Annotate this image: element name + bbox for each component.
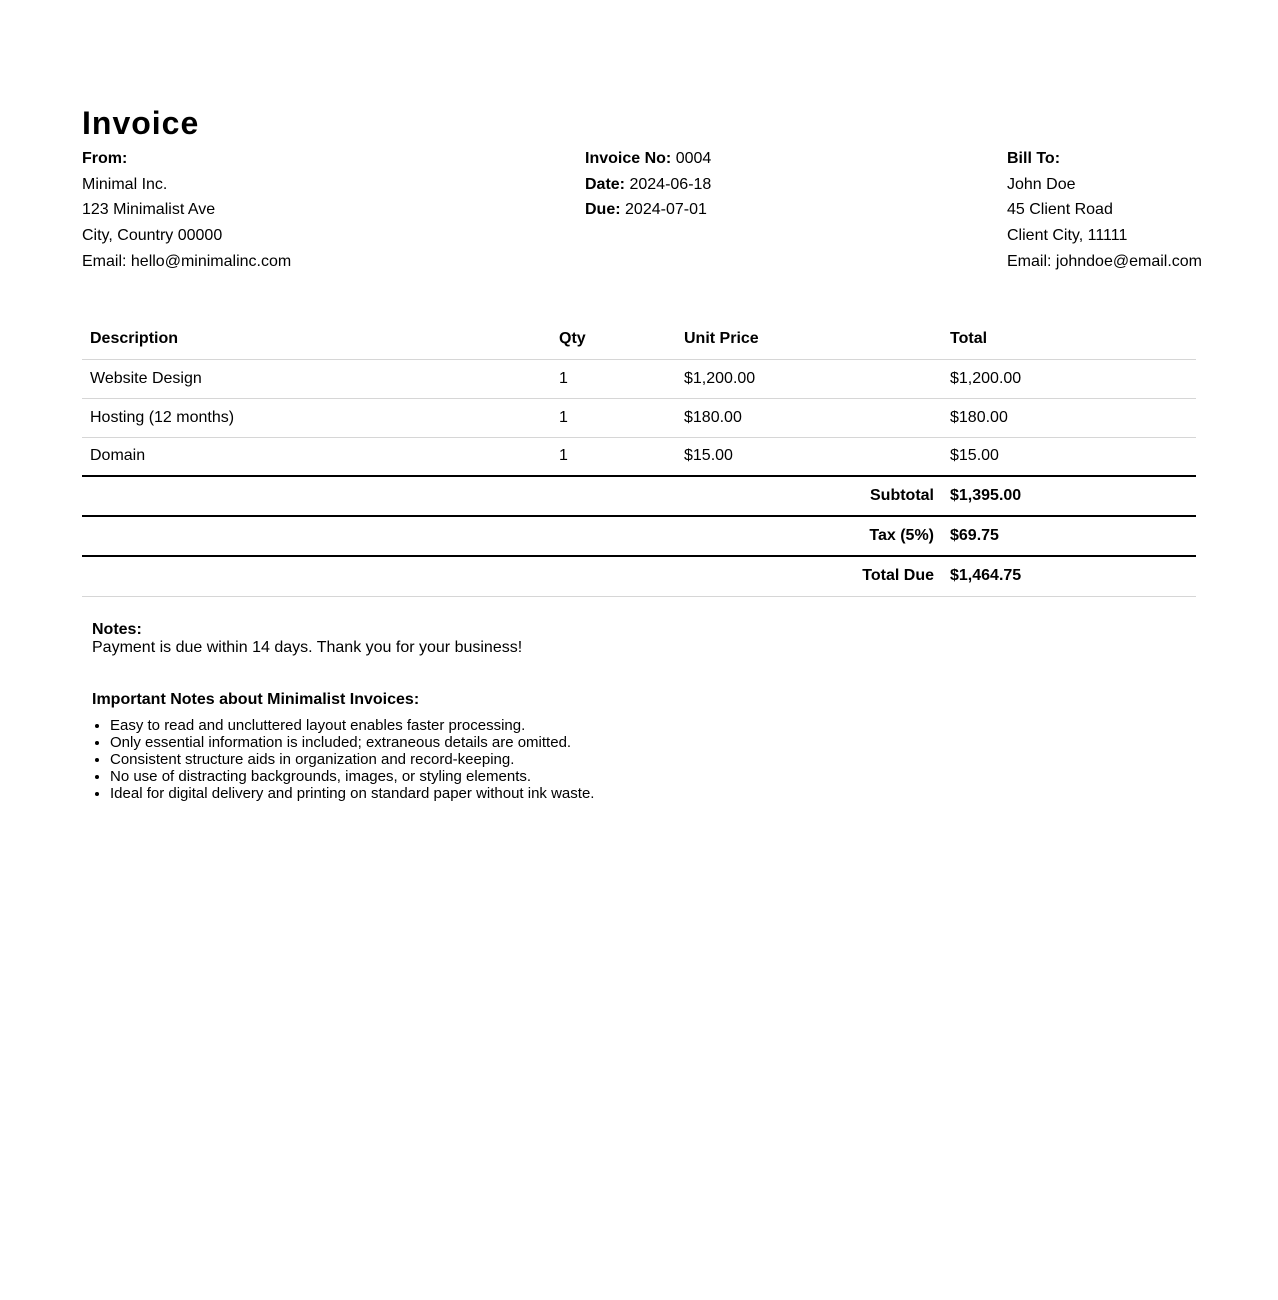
tax-row	[82, 516, 1196, 556]
invoice-number-line	[585, 146, 711, 172]
invoice-number-label: Invoice No:	[585, 150, 672, 167]
list-item: • Consistent structure aids in organization and record-keeping.	[110, 751, 594, 768]
list-item: • No use of distracting backgrounds, images, or styling elements.	[110, 768, 594, 785]
tax-label: Tax (5%)	[82, 516, 942, 556]
from-company: Minimal Inc.	[82, 175, 168, 193]
item-unit-price: $180.00	[676, 398, 942, 437]
column-header-description: Description	[82, 320, 551, 359]
item-description: Website Design	[82, 359, 551, 398]
bill-to-block	[1007, 146, 1202, 275]
table-row	[82, 359, 1196, 398]
tax-value: $69.75	[942, 516, 1196, 556]
notes-heading: Notes:	[92, 621, 142, 638]
from-heading: From:	[82, 150, 128, 167]
item-total: $180.00	[942, 398, 1196, 437]
item-unit-price: $1,200.00	[676, 359, 942, 398]
from-city: City, Country 00000	[82, 227, 223, 245]
total-due-value: $1,464.75	[942, 556, 1196, 596]
invoice-meta-block	[585, 146, 711, 223]
invoice-date-value: 2024-06-18	[629, 175, 712, 193]
invoice-due-label: Due:	[585, 201, 621, 219]
column-header-qty: Qty	[551, 320, 676, 359]
list-item: • Ideal for digital delivery and printing on standard paper without ink waste.	[110, 785, 594, 802]
subtotal-value: $1,395.00	[942, 476, 1196, 516]
line-items-table	[82, 320, 1196, 597]
invoice-date-label: Date:	[585, 175, 626, 193]
bill-to-city: Client City, 11111	[1007, 227, 1128, 245]
total-due-row	[82, 556, 1196, 596]
list-item: • Only essential information is included; extraneous details are omitted.	[110, 734, 594, 751]
from-email: Email: hello@minimalinc.com	[82, 252, 292, 270]
important-notes-list	[92, 717, 594, 802]
item-unit-price: $15.00	[684, 447, 733, 465]
invoice-date-line	[585, 172, 711, 198]
table-row	[82, 398, 1196, 437]
notes-section	[92, 621, 522, 657]
column-header-unit-price: Unit Price	[676, 320, 942, 359]
column-header-total: Total	[942, 320, 1196, 359]
invoice-due-value: 2024-07-01	[625, 201, 707, 219]
bill-to-name: John Doe	[1007, 175, 1076, 193]
item-total: $1,200.00	[942, 359, 1196, 398]
invoice-due-line	[585, 197, 711, 223]
item-description: Hosting (12 months)	[82, 398, 551, 437]
bill-to-heading: Bill To:	[1007, 150, 1061, 167]
item-qty: 1	[559, 447, 568, 465]
table-header-row	[82, 320, 1196, 359]
invoice-number-value: 0004	[675, 150, 712, 167]
list-item: • Easy to read and uncluttered layout enables faster processing.	[110, 717, 594, 734]
invoice-title: Invoice	[82, 105, 200, 141]
important-notes-heading: Important Notes about Minimalist Invoices:	[92, 691, 420, 708]
item-qty: 1	[551, 398, 676, 437]
from-block	[82, 146, 291, 275]
item-total: $15.00	[950, 447, 999, 465]
table-row	[82, 437, 1196, 476]
item-qty: 1	[551, 359, 676, 398]
notes-text: Payment is due within 14 days. Thank you for your business!	[92, 639, 523, 656]
subtotal-row	[82, 476, 1196, 516]
from-street: 123 Minimalist Ave	[82, 201, 216, 219]
subtotal-label: Subtotal	[82, 476, 942, 516]
bill-to-street: 45 Client Road	[1007, 201, 1113, 219]
total-due-label: Total Due	[82, 556, 942, 596]
important-notes-section	[92, 691, 594, 802]
item-description: Domain	[90, 447, 146, 465]
bill-to-email: Email: johndoe@email.com	[1007, 252, 1202, 270]
